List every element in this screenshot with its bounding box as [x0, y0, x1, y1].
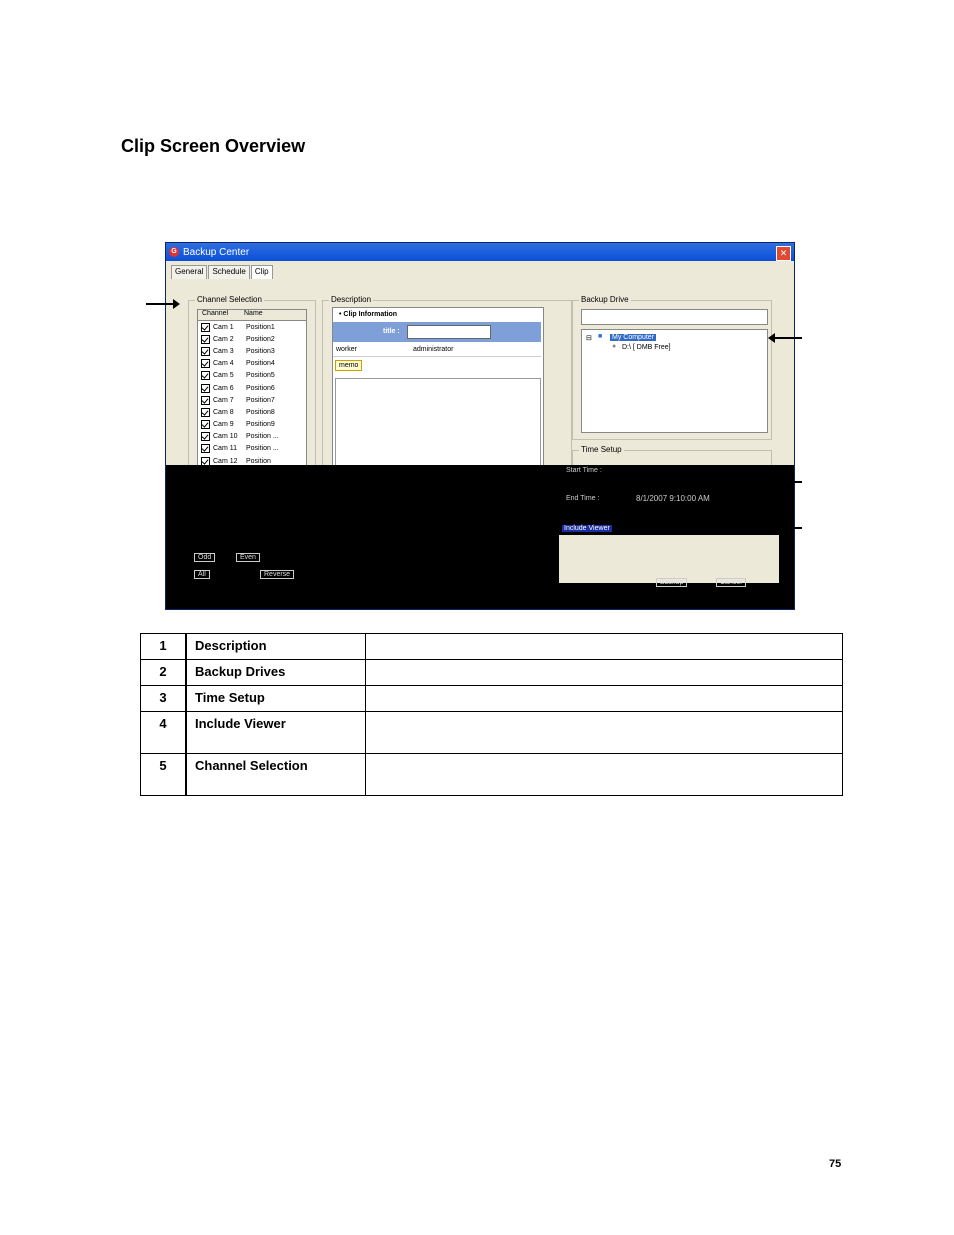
row-number: 4	[141, 712, 187, 754]
row-description	[366, 660, 843, 686]
tab-clip[interactable]: Clip	[251, 265, 273, 279]
checkbox[interactable]	[201, 444, 210, 453]
tab-bar	[171, 265, 274, 279]
app-icon: G	[169, 247, 179, 257]
worker-label: worker	[336, 346, 358, 353]
channel-cell: Cam 8	[213, 408, 234, 416]
table-row[interactable]	[198, 382, 306, 394]
title-input[interactable]	[407, 325, 491, 339]
all-button[interactable]: All	[194, 570, 210, 579]
row-number: 3	[141, 686, 187, 712]
channel-cell: Cam 11	[213, 445, 237, 453]
channel-cell: Cam 10	[213, 433, 238, 441]
table-row[interactable]	[198, 419, 306, 431]
reverse-button[interactable]: Reverse	[260, 570, 294, 579]
row-label: Description	[186, 634, 366, 660]
include-viewer-checkbox[interactable]: Include Viewer	[564, 525, 610, 532]
checkbox[interactable]	[201, 371, 210, 380]
backup-drive-label: Backup Drive	[581, 295, 629, 304]
odd-button[interactable]: Odd	[194, 553, 215, 562]
checkbox[interactable]	[201, 359, 210, 368]
table-row[interactable]	[198, 394, 306, 406]
description-panel	[332, 307, 544, 469]
channel-cell: Cam 2	[213, 335, 234, 343]
table-row[interactable]	[198, 431, 306, 443]
callout-arrow-time-setup	[784, 481, 802, 483]
name-cell: Position8	[246, 408, 275, 416]
row-label: Backup Drives	[186, 660, 366, 686]
page-number: 75	[829, 1158, 842, 1170]
channel-cell: Cam 5	[213, 372, 234, 380]
callout-arrow-backup-drive	[770, 337, 802, 339]
worker-row	[333, 344, 541, 357]
worker-value: administrator	[413, 346, 454, 353]
callout-arrow-channel-selection	[146, 303, 178, 305]
table-row[interactable]	[198, 370, 306, 382]
channel-selection-label: Channel Selection	[197, 295, 262, 304]
window-title: Backup Center	[183, 246, 250, 258]
table-row	[141, 712, 843, 754]
channel-table	[197, 309, 307, 471]
even-button[interactable]: Even	[236, 553, 260, 562]
page-heading: Clip Screen Overview	[121, 136, 306, 156]
channel-cell: Cam 12	[213, 457, 238, 465]
checkbox[interactable]	[201, 420, 210, 429]
row-label: Channel Selection	[186, 754, 366, 796]
name-cell: Position	[246, 457, 271, 465]
table-row[interactable]	[198, 333, 306, 345]
name-cell: Position1	[246, 323, 275, 331]
tab-general[interactable]: General	[171, 265, 207, 279]
close-icon[interactable]: ✕	[776, 246, 791, 261]
end-time-label: End Time :	[566, 495, 600, 502]
drive-icon: ●	[612, 343, 617, 350]
callout-arrow-include-viewer	[784, 527, 802, 529]
row-label: Include Viewer	[186, 712, 366, 754]
table-row	[141, 754, 843, 796]
checkbox[interactable]	[201, 323, 210, 332]
checkbox[interactable]	[201, 384, 210, 393]
row-description	[366, 634, 843, 660]
memo-textarea[interactable]	[335, 378, 541, 468]
legend-table	[140, 633, 843, 796]
corrupted-screenshot-region	[166, 465, 795, 610]
name-cell: Position ...	[246, 445, 279, 453]
row-description	[366, 712, 843, 754]
table-row[interactable]	[198, 443, 306, 455]
channel-table-header	[198, 310, 306, 321]
table-row	[141, 660, 843, 686]
checkbox[interactable]	[201, 432, 210, 441]
clip-information-label: Clip Information	[343, 311, 398, 318]
end-time-value[interactable]: 8/1/2007 9:10:00 AM	[636, 494, 710, 503]
title-label: title :	[383, 328, 400, 335]
name-cell: Position5	[246, 372, 275, 380]
name-cell: Position3	[246, 347, 275, 355]
name-cell: Position7	[246, 396, 275, 404]
name-cell: Position ...	[246, 433, 279, 441]
channel-cell: Cam 3	[213, 347, 234, 355]
table-row[interactable]	[198, 321, 306, 333]
name-cell: Position4	[246, 360, 275, 368]
name-cell: Position6	[246, 384, 275, 392]
row-number: 1	[141, 634, 187, 660]
table-row[interactable]	[198, 358, 306, 370]
name-cell: Position2	[246, 335, 275, 343]
backup-drive-path-input[interactable]	[581, 309, 768, 325]
time-setup-label: Time Setup	[581, 445, 622, 454]
channel-cell: Cam 6	[213, 384, 234, 392]
table-row[interactable]	[198, 345, 306, 357]
table-row[interactable]	[198, 406, 306, 418]
channel-cell: Cam 7	[213, 396, 234, 404]
channel-cell: Cam 4	[213, 360, 234, 368]
backup-drive-tree[interactable]	[581, 329, 768, 433]
start-time-label: Start Time :	[566, 467, 602, 474]
table-row	[141, 634, 843, 660]
backup-center-screenshot	[165, 242, 795, 610]
checkbox[interactable]	[201, 347, 210, 356]
description-label: Description	[331, 295, 372, 304]
viewer-panel	[559, 535, 779, 583]
tree-collapse-icon[interactable]: ⊟	[586, 335, 592, 342]
channel-cell: Cam 1	[213, 323, 234, 331]
checkbox[interactable]	[201, 335, 210, 344]
channel-cell: Cam 9	[213, 421, 234, 429]
computer-icon: ■	[598, 333, 603, 340]
window-titlebar	[166, 243, 794, 261]
col-name: Name	[244, 310, 263, 317]
checkbox[interactable]	[201, 396, 210, 405]
tree-my-computer[interactable]: My Computer	[612, 334, 655, 341]
row-label: Time Setup	[186, 686, 366, 712]
cancel-button[interactable]: Cancel	[716, 578, 746, 587]
clip-information-heading: • Clip Information	[339, 311, 398, 318]
tree-drive-d[interactable]: D:\ [ DMB Free]	[622, 344, 671, 351]
backup-button[interactable]: Backup	[656, 578, 687, 587]
row-number: 5	[141, 754, 187, 796]
name-cell: Position9	[246, 421, 275, 429]
memo-button[interactable]: memo	[335, 360, 362, 371]
row-description	[366, 686, 843, 712]
row-description	[366, 754, 843, 796]
col-channel: Channel	[202, 310, 229, 317]
tab-schedule[interactable]: Schedule	[208, 265, 249, 279]
table-row	[141, 686, 843, 712]
row-number: 2	[141, 660, 187, 686]
checkbox[interactable]	[201, 408, 210, 417]
title-row	[333, 322, 541, 342]
